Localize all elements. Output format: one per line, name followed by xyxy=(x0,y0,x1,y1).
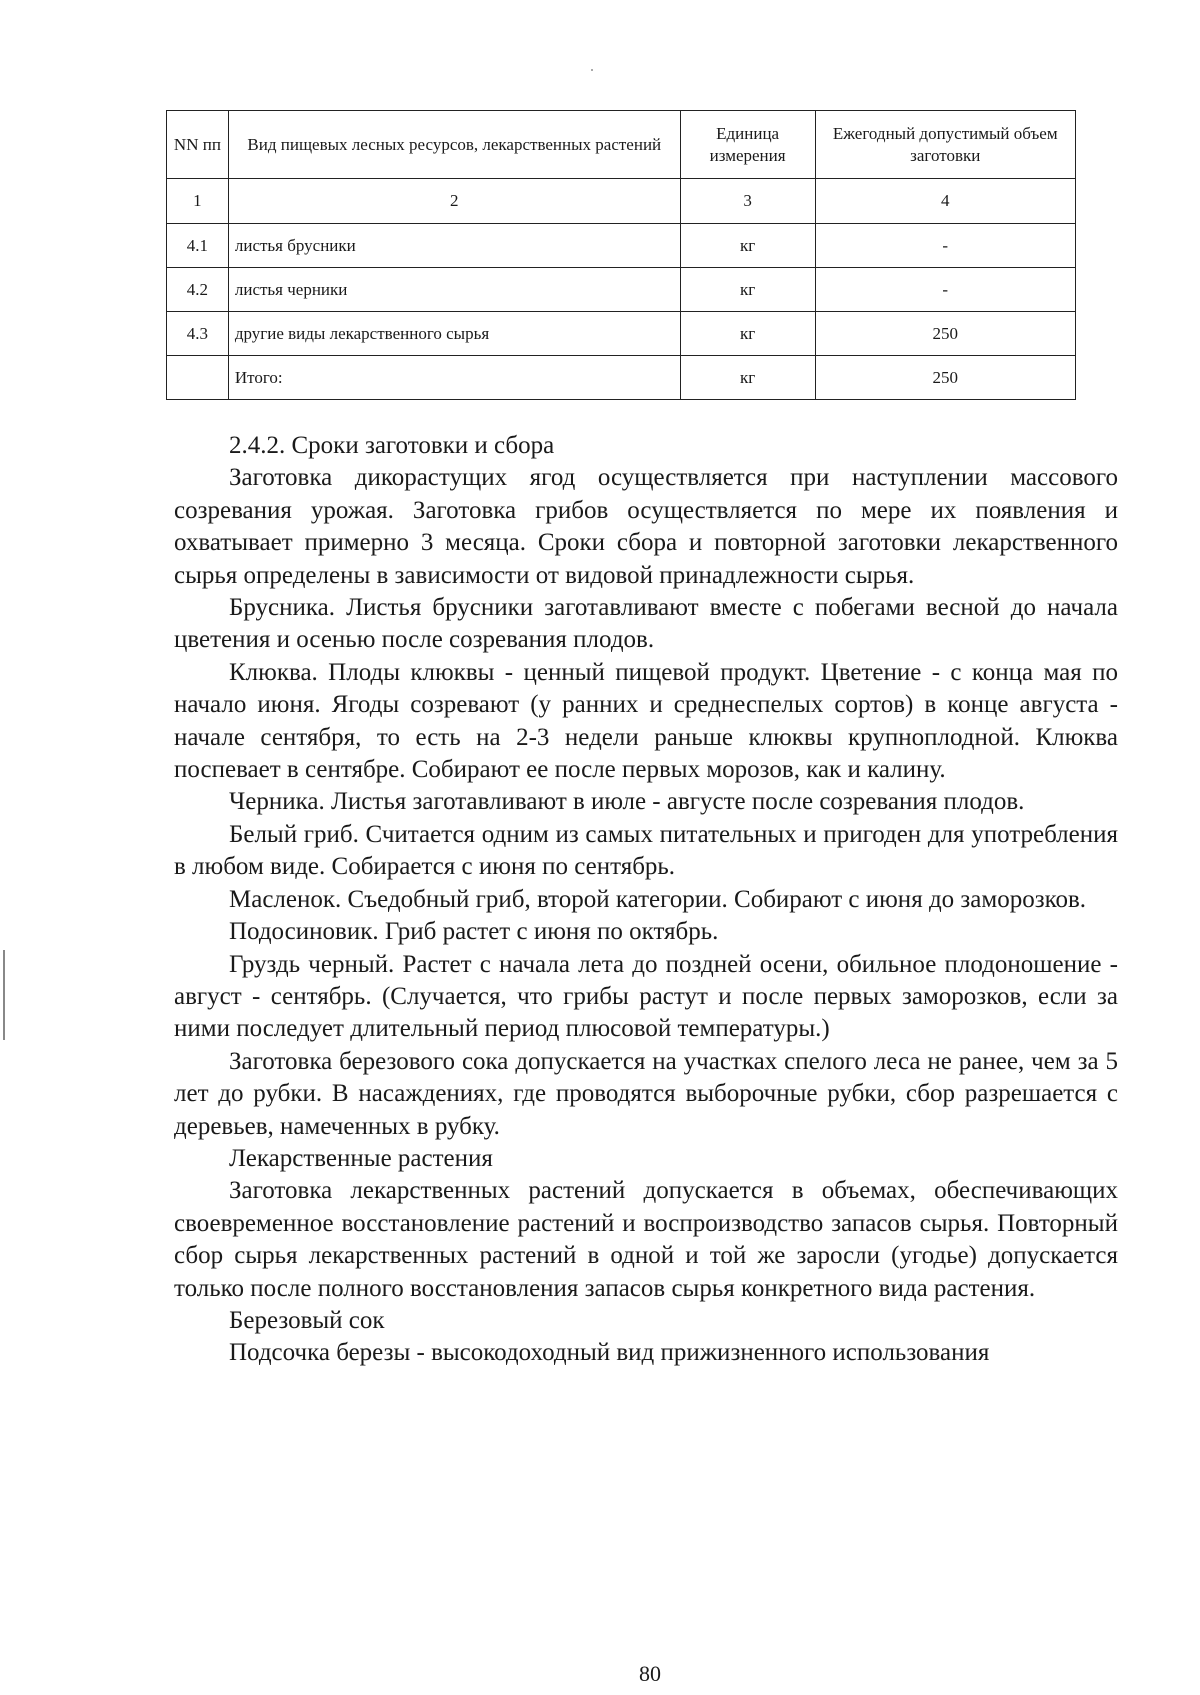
row-volume: 250 xyxy=(815,312,1075,356)
row-number: 4.2 xyxy=(167,268,229,312)
row-number xyxy=(167,356,229,400)
paragraph-butter-mushroom: Масленок. Съедобный гриб, второй категории. Собирают с июня до заморозков. xyxy=(229,885,1087,913)
row-resource-name: листья черники xyxy=(228,268,680,312)
section-title: 2.4.2. Сроки заготовки и сбора xyxy=(229,432,555,459)
paragraph-medicinal-plants: Заготовка лекарственных растений допускается в объемах, обеспечивающих своевременное восстановление растений и воспроизводство запасов сырья. Повторный сбор сырья лекарственных растений в одной и той же заросли (угодье) допускается только после полного восстановления запасов сырья конкретного вида растения. xyxy=(174,1177,1118,1302)
subheading-medicinal-plants: Лекарственные растения xyxy=(229,1144,493,1172)
body-text xyxy=(174,430,1118,1370)
row-resource-name: другие виды лекарственного сырья xyxy=(228,312,680,356)
header-resource-type: Вид пищевых лесных ресурсов, лекарственных растений xyxy=(228,111,680,179)
row-unit: кг xyxy=(680,268,815,312)
resources-table xyxy=(166,110,1076,400)
header-annual-volume: Ежегодный допустимый объем заготовки xyxy=(815,111,1075,179)
row-unit: кг xyxy=(680,224,815,268)
row-total-volume: 250 xyxy=(815,356,1075,400)
row-volume: - xyxy=(815,268,1075,312)
paragraph-black-milk-cap: Груздь черный. Растет с начала лета до поздней осени, обильное плодоношение - август - сентябрь. (Случается, что грибы растут и после первых заморозков, если за ними последует длительный период плюсовой температуры.) xyxy=(174,950,1118,1043)
row-unit: кг xyxy=(680,312,815,356)
paragraph-orange-cap: Подосиновик. Гриб растет с июня по октябрь. xyxy=(229,918,719,946)
table-row xyxy=(167,224,1076,268)
table-header-row xyxy=(167,111,1076,179)
scan-edge-mark xyxy=(3,950,5,1040)
paragraph-lingonberry: Брусника. Листья брусники заготавливают вместе с побегами весной до начала цветения и осенью после созревания плодов. xyxy=(174,594,1118,654)
column-number: 2 xyxy=(228,179,680,224)
subheading-birch-sap: Березовый сок xyxy=(229,1306,385,1334)
header-unit: Единица измерения xyxy=(680,111,815,179)
scan-speck xyxy=(591,69,593,71)
paragraph-porcini: Белый гриб. Считается одним из самых питательных и пригоден для употребления в любом виде. Собирается с июня по сентябрь. xyxy=(174,820,1118,881)
header-nn: NN пп xyxy=(167,111,229,179)
column-number: 1 xyxy=(167,179,229,224)
table-row xyxy=(167,312,1076,356)
column-number: 4 xyxy=(815,179,1075,224)
paragraph-harvest-timing: Заготовка дикорастущих ягод осуществляется при наступлении массового созревания урожая. Заготовка грибов осуществляется по мере их появления и охватывает примерно 3 месяца. Сроки сбора и повторной заготовки лекарственного сырья определены в зависимости от видовой принадлежности сырья. xyxy=(174,464,1118,589)
column-number: 3 xyxy=(680,179,815,224)
paragraph-birch-tapping: Подсочка березы - высокодоходный вид прижизненного использования xyxy=(229,1339,990,1367)
page-number: 80 xyxy=(639,1661,661,1686)
paragraph-birch-sap-rules: Заготовка березового сока допускается на участках спелого леса не ранее, чем за 5 лет до рубки. В насаждениях, где проводятся выборочные рубки, сбор разрешается с деревьев, намеченных в рубку. xyxy=(174,1047,1118,1140)
paragraph-blueberry: Черника. Листья заготавливают в июле - августе после созревания плодов. xyxy=(229,788,1025,816)
row-volume: - xyxy=(815,224,1075,268)
row-number: 4.1 xyxy=(167,224,229,268)
paragraph-cranberry: Клюква. Плоды клюквы - ценный пищевой продукт. Цветение - с конца мая по начало июня. Ягоды созревают (у ранних и среднеспелых сортов) в конце августа - начале сентября, то есть на 2-3 недели раньше клюквы крупноплодной. Клюква поспевает в сентябре. Собирают ее после первых морозов, как и калину. xyxy=(174,658,1118,784)
table-column-numbers-row xyxy=(167,179,1076,224)
row-number: 4.3 xyxy=(167,312,229,356)
row-total-label: Итого: xyxy=(228,356,680,400)
row-resource-name: листья брусники xyxy=(228,224,680,268)
table-row xyxy=(167,268,1076,312)
row-unit: кг xyxy=(680,356,815,400)
table-total-row xyxy=(167,356,1076,400)
